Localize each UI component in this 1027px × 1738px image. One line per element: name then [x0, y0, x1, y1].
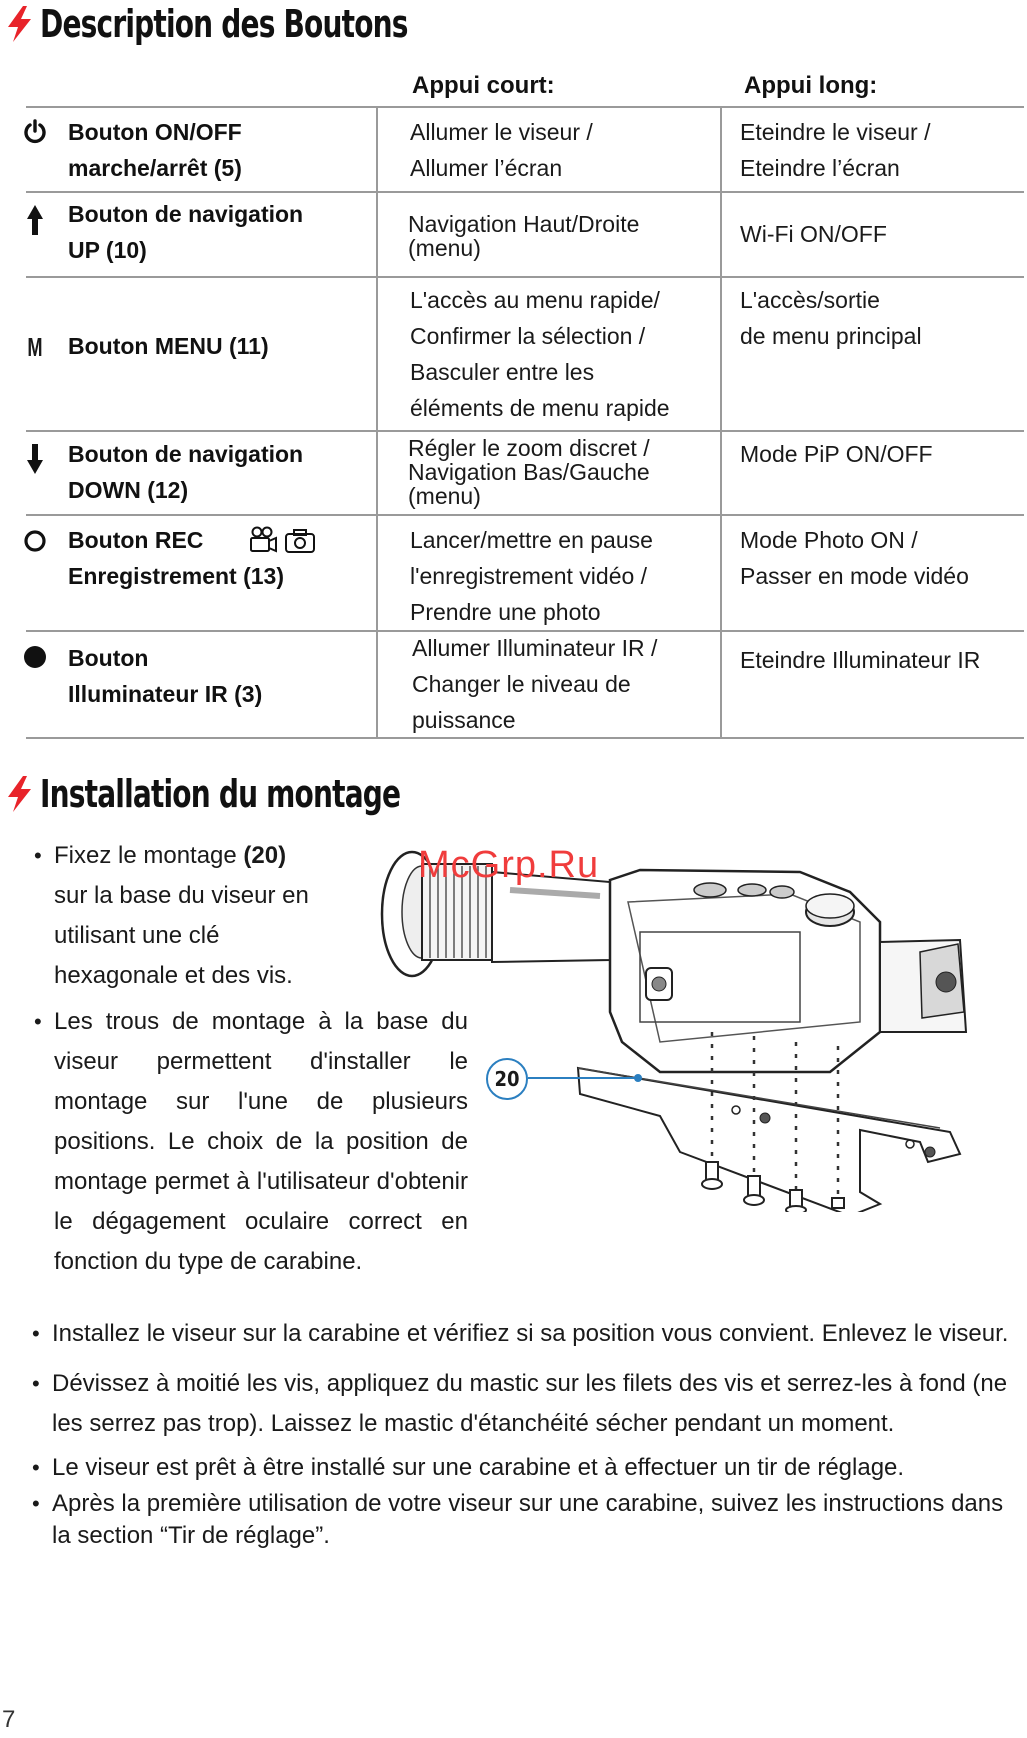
table-divider: [26, 106, 1024, 108]
bullet-list-top: [8, 836, 468, 1282]
long-press-cell: Eteindre le viseur / Eteindre l’écran: [740, 119, 931, 181]
photo-camera-icon: [284, 528, 316, 554]
short-press-cell: L'accès au menu rapide/ Confirmer la sélection / Basculer entre les éléments de menu rapide: [410, 287, 670, 421]
section-title-text: Description des Boutons: [40, 2, 408, 46]
long-press-cell: Mode PiP ON/OFF: [740, 441, 933, 467]
short-press-cell: Allumer Illuminateur IR / Changer le niveau de puissance: [412, 635, 658, 733]
section-title-installation: [4, 772, 479, 816]
short-press-cell: Lancer/mettre en pause l'enregistrement vidéo / Prendre une photo: [410, 527, 653, 625]
table-column-divider: [376, 106, 378, 738]
long-press-cell: Wi-Fi ON/OFF: [740, 221, 887, 247]
column-header-long: Appui long:: [744, 72, 878, 99]
watermark: McGrp.Ru: [418, 844, 600, 886]
bullet-list-bottom: [6, 1314, 1018, 1552]
table-divider: [26, 191, 1024, 193]
menu-m-icon: M: [27, 331, 43, 362]
list-item: • Installez le viseur sur la carabine et vérifiez si sa position vous convient. Enlevez le viseur.: [6, 1314, 1018, 1354]
long-press-cell: L'accès/sortie de menu principal: [740, 287, 922, 349]
short-press-cell: Allumer le viseur / Allumer l’écran: [410, 119, 593, 181]
list-item: • Les trous de montage à la base du viseur permettent d'installer le montage sur l'une de plusieurs positions. Le choix de la position de montage permet à l'utilisateur d'obtenir le dégagement oculaire correct en fonction du type de carabine.: [8, 1002, 468, 1282]
record-circle-icon: [22, 528, 48, 554]
short-press-cell: Régler le zoom discret / Navigation Bas/Gauche (menu): [408, 435, 650, 509]
column-header-short: Appui court:: [412, 72, 555, 99]
row-button-name: Bouton MENU (11): [68, 333, 269, 359]
lightning-icon: [4, 775, 34, 813]
table-column-divider: [720, 106, 722, 738]
section-title-buttons: [4, 2, 488, 46]
row-button-name: Bouton de navigation DOWN (12): [68, 441, 304, 503]
table-divider: [26, 276, 1024, 278]
row-button-name: Bouton ON/OFF marche/arrêt (5): [68, 119, 242, 181]
long-press-cell: Mode Photo ON / Passer en mode vidéo: [740, 527, 969, 589]
video-camera-icon: [248, 526, 278, 554]
list-item: • Après la première utilisation de votre viseur sur une carabine, suivez les instructions dans la section “Tir de réglage”.: [6, 1488, 1018, 1552]
short-press-cell: Navigation Haut/Droite (menu): [408, 211, 640, 261]
list-item: • Dévissez à moitié les vis, appliquez du mastic sur les filets des vis et serrez-les à fond (ne les serrez pas trop). Laissez le mastic d'étanchéité sécher pendant un moment.: [6, 1364, 1018, 1444]
arrow-up-icon: [22, 203, 48, 237]
list-item: • Fixez le montage (20) sur la base du viseur en utilisant une clé hexagonale et des vis.: [8, 836, 468, 996]
arrow-down-icon: [22, 442, 48, 476]
row-button-name: Bouton REC Enregistrement (13): [68, 527, 285, 589]
row-button-name: Bouton Illuminateur IR (3): [68, 645, 263, 707]
page-number: 7: [2, 1706, 16, 1733]
list-item: • Le viseur est prêt à être installé sur une carabine et à effectuer un tir de réglage.: [6, 1448, 1018, 1488]
lightning-icon: [4, 5, 34, 43]
table-divider: [26, 430, 1024, 432]
table-divider: [26, 514, 1024, 516]
long-press-cell: Eteindre Illuminateur IR: [740, 647, 981, 673]
power-icon: [22, 118, 48, 146]
row-button-name: Bouton de navigation UP (10): [68, 201, 304, 263]
filled-circle-icon: [22, 644, 48, 670]
section-title-text: Installation du montage: [40, 772, 401, 816]
callout-20: 20: [486, 1058, 528, 1100]
